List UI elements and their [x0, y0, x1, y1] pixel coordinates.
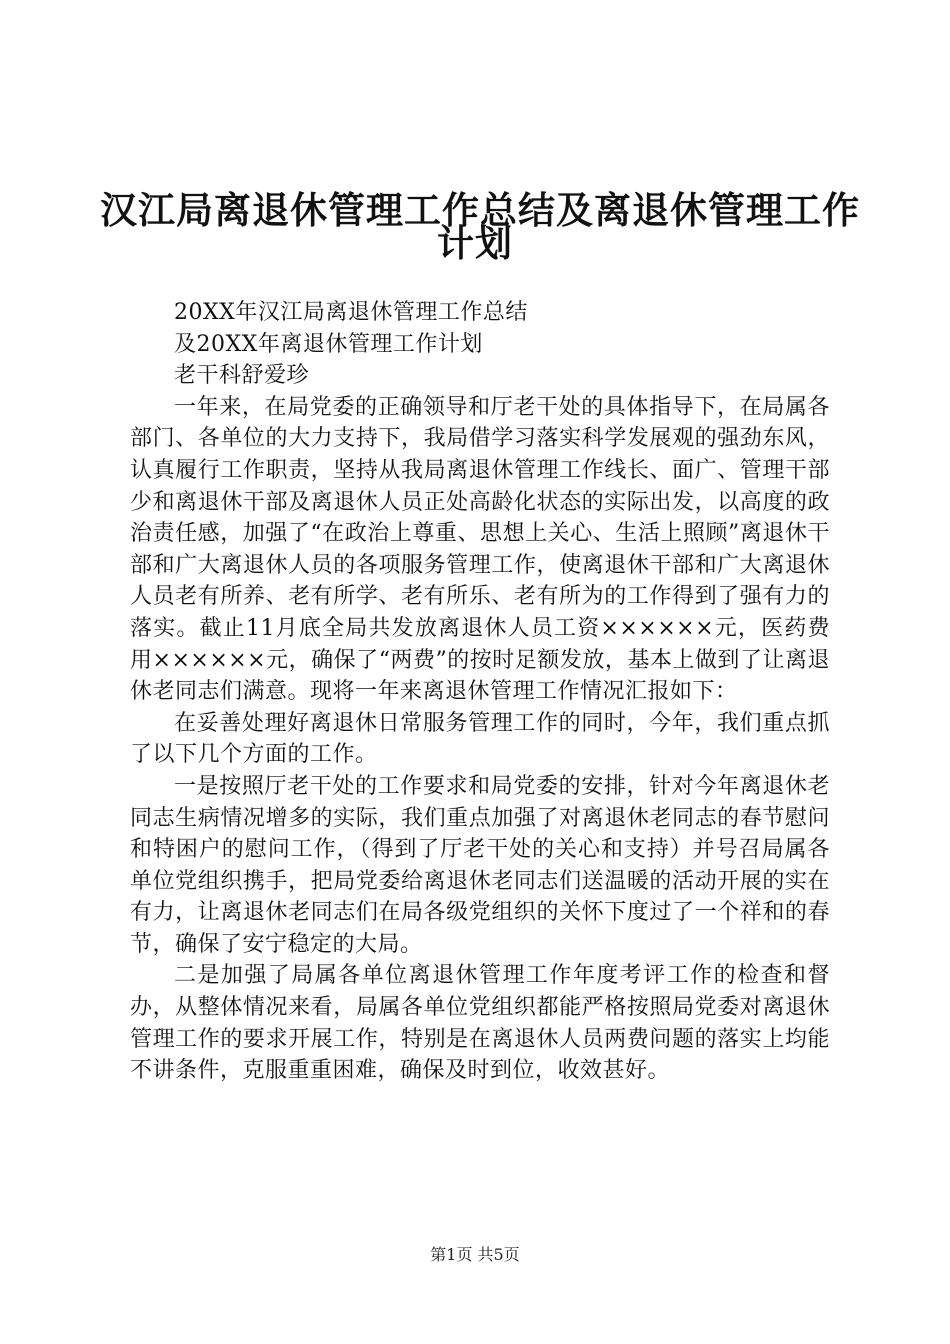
author-line: 老干科舒爱珍 — [174, 363, 310, 389]
paragraph-intro: 一年来，在局党委的正确领导和厅老干处的具体指导下，在局属各部门、各单位的大力支持下，我局借学习落实科学发展观的强劲东风，认真履行工作职责，坚持从我局离退休管理工作线长、面广、管理干部少和离退休干部及离退休人员正处高龄化状态的实际出发，以高度的政治责任感，加强了“在政治上尊重、思想上关心、生活上照顾”离退休干部和广大离退休人员的各项服务管理工作，使离退休干部和广大离退休人员老有所养、老有所学、老有所乐、老有所为的工作得到了强有力的落实。截止11月底全局共发放离退休人员工资××××××元，医药费用××××××元，确保了“两费”的按时足额发放，基本上做到了让离退休老同志们满意。现将一年来离退休管理工作情况汇报如下： — [130, 394, 830, 705]
document-title-line-2: 计划 — [437, 222, 513, 265]
paragraph-overview: 在妥善处理好离退休日常服务管理工作的同时，今年，我们重点抓了以下几个方面的工作。 — [130, 710, 830, 768]
paragraph-point-two: 二是加强了局属各单位离退休管理工作年度考评工作的检查和督办，从整体情况来看，局属各单位党组织都能严格按照局党委对离退休管理工作的要求开展工作，特别是在离退休人员两费问题的落实上均能不讲条件，克服重重困难，确保及时到位，收效甚好。 — [130, 963, 830, 1084]
document-title-line-1: 汉江局离退休管理工作总结及离退休管理工作 — [100, 189, 860, 232]
page-footer: 第1页 共5页 — [430, 1245, 520, 1264]
subtitle-line-2: 及20XX年离退休管理工作计划 — [174, 331, 483, 357]
document-body — [130, 297, 830, 1087]
subtitle-line-1: 20XX年汉江局离退休管理工作总结 — [174, 300, 528, 325]
paragraph-point-one: 一是按照厅老干处的工作要求和局党委的安排，针对今年离退休老同志生病情况增多的实际，我们重点加强了对离退休老同志的春节慰问和特困户的慰问工作，（得到了厅老干处的关心和支持）并号召局属各单位党组织携手，把局党委给离退休老同志们送温暖的活动开展的实在有力，让离退休老同志们在局各级党组织的关怀下度过了一个祥和的春节，确保了安宁稳定的大局。 — [130, 773, 830, 957]
